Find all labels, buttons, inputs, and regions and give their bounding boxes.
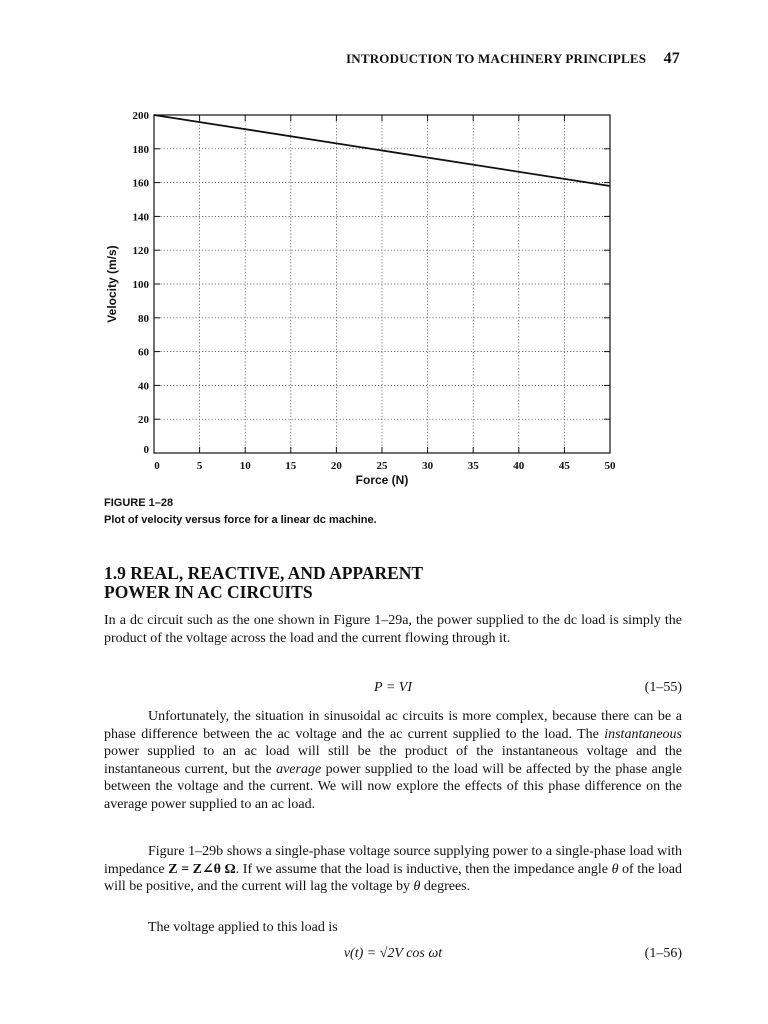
section-heading-line-1: 1.9 REAL, REACTIVE, AND APPARENT <box>104 563 424 583</box>
y-tick-label: 200 <box>132 110 149 122</box>
x-tick-label: 10 <box>239 460 251 472</box>
paragraph-3 <box>104 843 682 896</box>
y-tick-label: 160 <box>132 177 149 190</box>
y-tick-label: 100 <box>132 279 149 291</box>
running-header <box>346 50 680 68</box>
section-heading <box>104 564 664 602</box>
x-tick-label: 40 <box>513 460 525 472</box>
equation-expression: v(t) = √2V cos ωt <box>343 946 443 961</box>
x-tick-label: 15 <box>285 460 297 472</box>
paragraph-4: The voltage applied to this load is <box>148 920 338 935</box>
x-tick-label: 50 <box>604 460 616 472</box>
paragraph-1: In a dc circuit such as the one shown in Figure 1–29a, the power supplied to the dc load is simply the product of the voltage across the load and the current flowing through it. <box>104 613 682 646</box>
text-run: Unfortunately, the situation in sinusoidal ac circuits is more complex, because there can be a phase difference between the ac voltage and the ac current supplied to the load. The <box>104 709 682 742</box>
page-number: 47 <box>663 50 680 67</box>
equation-number: (1–56) <box>644 946 682 961</box>
y-tick-label: 140 <box>132 211 149 224</box>
equation-expression: P = VI <box>374 680 412 695</box>
section-heading-line-2: POWER IN AC CIRCUITS <box>104 582 313 602</box>
y-axis-label: Velocity (m/s) <box>105 245 119 323</box>
equation-1-55 <box>104 680 682 700</box>
x-tick-label: 20 <box>330 460 342 472</box>
paragraph-2 <box>104 708 682 813</box>
figure-caption: Plot of velocity versus force for a linear dc machine. <box>104 514 377 526</box>
emphasis-instantaneous: instantaneous <box>604 726 682 742</box>
equation-1-56 <box>104 946 682 966</box>
x-tick-label: 30 <box>422 460 434 472</box>
x-tick-label: 45 <box>558 460 570 472</box>
x-tick-label: 5 <box>196 460 203 472</box>
y-tick-label: 20 <box>138 414 149 427</box>
text-run: of the load will be positive, and the current will lag the voltage by <box>104 861 682 894</box>
y-tick-label: 40 <box>138 380 149 393</box>
y-tick-label: 120 <box>132 245 149 258</box>
theta-symbol: θ <box>611 861 619 877</box>
impedance-expression: Z = Z∠θ Ω <box>168 861 236 877</box>
x-tick-label: 35 <box>467 460 479 472</box>
theta-symbol: θ <box>413 879 421 894</box>
text-run: . If we assume that the load is inductive, then the impedance angle <box>235 861 612 877</box>
emphasis-average: average <box>276 761 322 777</box>
x-tick-label: 25 <box>376 460 388 472</box>
text-run: degrees. <box>420 879 471 894</box>
text-run: power supplied to the load will be affected by the phase angle between the voltage and the current. We will now explore the effects of this phase difference on the average power supplied to an ac load. <box>104 761 682 812</box>
y-tick-label: 60 <box>138 346 149 359</box>
x-tick-label: 0 <box>154 460 160 472</box>
y-tick-label: 0 <box>143 444 149 456</box>
text-run: power supplied to an ac load will still be the product of the instantaneous voltage and the instantaneous current, but the <box>104 744 682 777</box>
y-tick-label: 80 <box>138 312 149 325</box>
figure-label: FIGURE 1–28 <box>104 497 174 509</box>
y-tick-label: 180 <box>132 143 149 156</box>
text-run: Figure 1–29b shows a single-phase voltage source supplying power to a single-phase load with impedance <box>104 844 682 877</box>
running-title: INTRODUCTION TO MACHINERY PRINCIPLES <box>346 51 647 66</box>
x-axis-label: Force (N) <box>355 473 409 487</box>
chart-svg <box>96 100 636 490</box>
velocity-force-chart <box>96 100 636 490</box>
equation-number: (1–55) <box>644 680 682 695</box>
